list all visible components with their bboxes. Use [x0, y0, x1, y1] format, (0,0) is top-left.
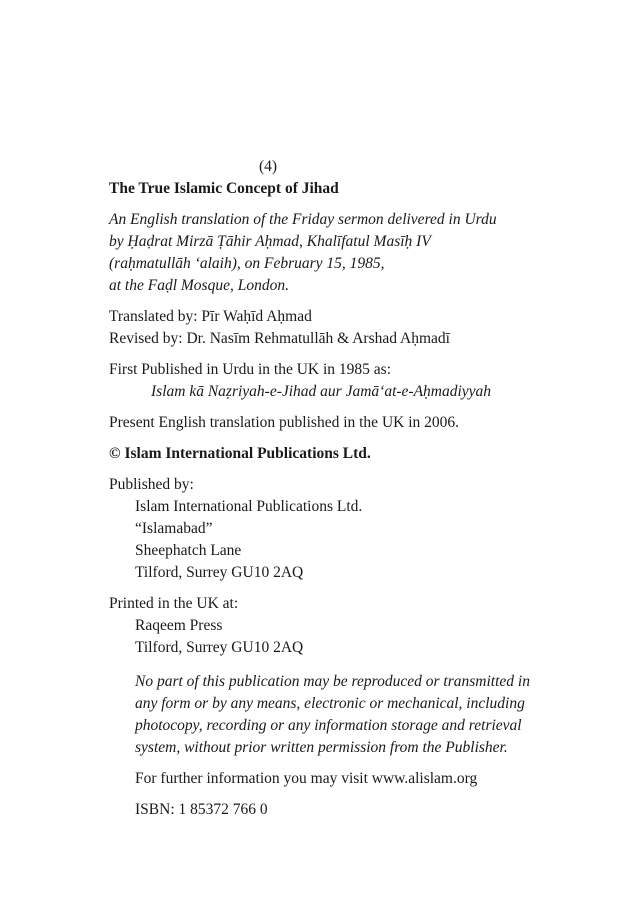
rights-line: system, without prior written permission from the Publisher.	[135, 739, 508, 756]
printer	[109, 593, 579, 659]
urdu-title: Islam kā Naẓriyah-e-Jihad aur Jamā‘at-e-Aḥmadiyyah	[151, 383, 492, 400]
description-line: (raḥmatullāh ‘alaih), on February 15, 1985,	[109, 255, 385, 272]
revised-by: Revised by: Dr. Nasīm Rehmatullāh & Arshad Aḥmadī	[109, 330, 450, 347]
first-published-label: First Published in Urdu in the UK in 1985 as:	[109, 361, 392, 378]
copyright-page	[109, 156, 579, 821]
description-line: by Ḥaḍrat Mirzā Ṭāhir Aḥmad, Khalīfatul Masīḥ IV	[109, 233, 431, 250]
publisher-address-line: Tilford, Surrey GU10 2AQ	[135, 564, 304, 581]
present-translation: Present English translation published in the UK in 2006.	[109, 414, 460, 431]
book-title: The True Islamic Concept of Jihad	[109, 180, 339, 197]
isbn: ISBN: 1 85372 766 0	[135, 801, 268, 818]
sermon-description	[109, 209, 579, 297]
publisher-label: Published by:	[109, 476, 194, 493]
rights-statement	[109, 671, 579, 759]
rights-line: No part of this publication may be reproduced or transmitted in	[135, 673, 530, 690]
publisher	[109, 474, 579, 584]
printer-address-line: Tilford, Surrey GU10 2AQ	[135, 639, 304, 656]
publisher-address-line: “Islamabad”	[135, 520, 213, 537]
rights-line: photocopy, recording or any information storage and retrieval	[135, 717, 522, 734]
first-published	[109, 359, 579, 403]
description-line: at the Faḍl Mosque, London.	[109, 277, 289, 294]
publisher-address-line: Islam International Publications Ltd.	[135, 498, 363, 515]
further-info: For further information you may visit www.alislam.org	[135, 770, 478, 787]
printer-label: Printed in the UK at:	[109, 595, 239, 612]
publisher-address-line: Sheephatch Lane	[135, 542, 242, 559]
credits	[109, 306, 579, 350]
translated-by: Translated by: Pīr Waḥīd Aḥmad	[109, 308, 312, 325]
rights-line: any form or by any means, electronic or mechanical, including	[135, 695, 525, 712]
copyright-notice: © Islam International Publications Ltd.	[109, 445, 371, 462]
description-line: An English translation of the Friday sermon delivered in Urdu	[109, 211, 497, 228]
page-number: (4)	[259, 158, 278, 175]
printer-address-line: Raqeem Press	[135, 617, 223, 634]
